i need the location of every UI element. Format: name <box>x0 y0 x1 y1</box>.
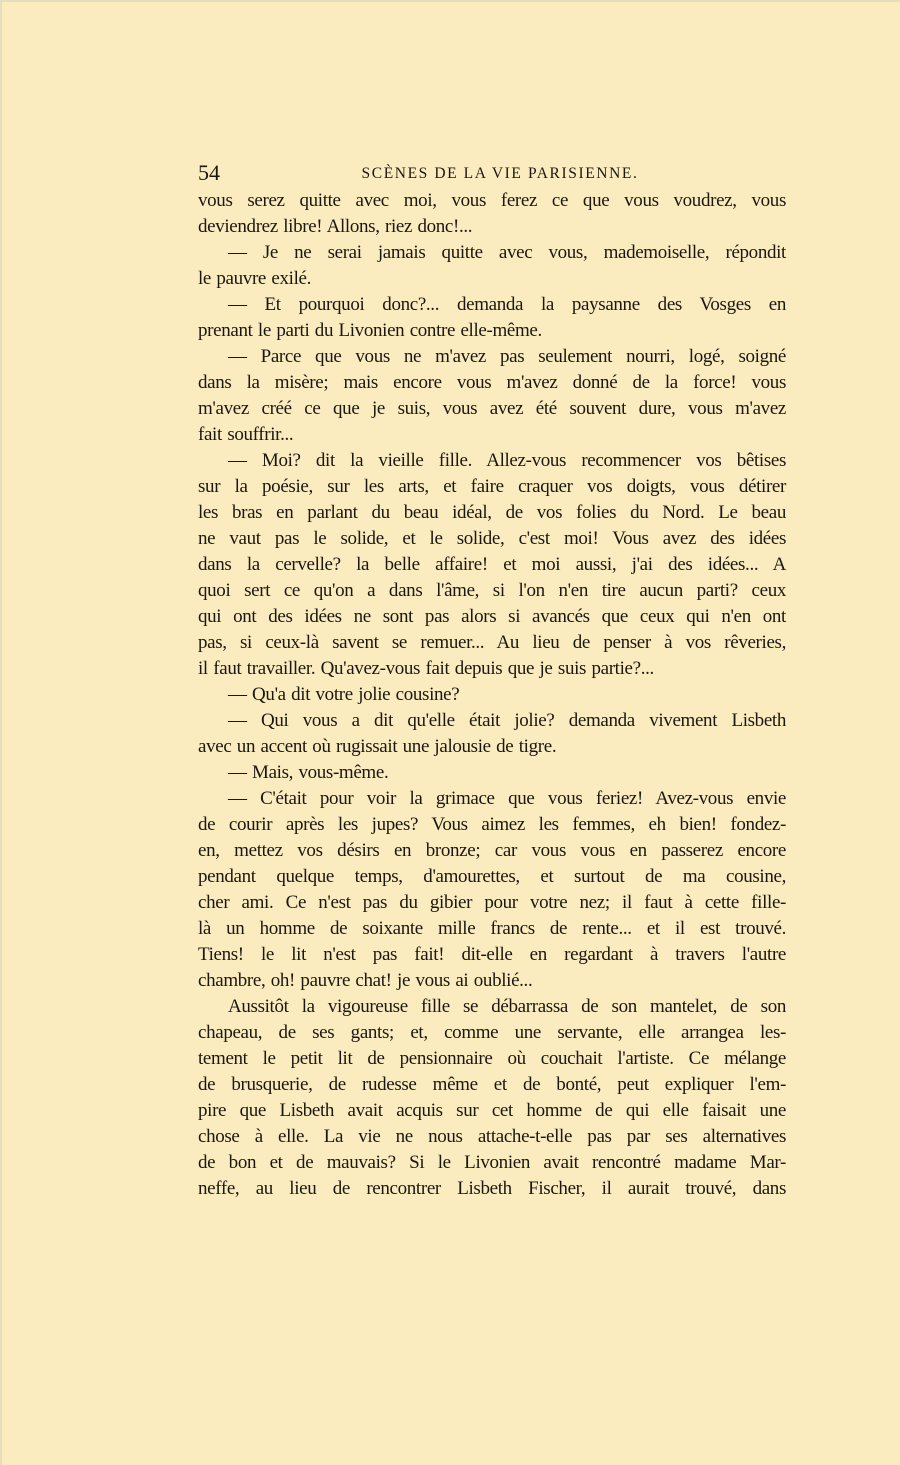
text-line: — Moi? dit la vieille fille. Allez-vous recommencer vos bêtises <box>228 450 786 471</box>
text-line: chambre, oh! pauvre chat! je vous ai oublié... <box>198 970 533 991</box>
text-line: de brusquerie, de rudesse même et de bonté, peut expliquer l'em- <box>198 1074 786 1095</box>
page-number: 54 <box>198 160 220 185</box>
text-line: de courir après les jupes? Vous aimez les femmes, eh bien! fondez- <box>198 814 786 835</box>
text-line: chose à elle. La vie ne nous attache-t-elle pas par ses alternatives <box>198 1126 786 1147</box>
text-line: quoi sert ce qu'on a dans l'âme, si l'on n'en tire aucun parti? ceux <box>198 580 786 601</box>
text-line: prenant le parti du Livonien contre elle-même. <box>198 320 542 341</box>
text-line: deviendrez libre! Allons, riez donc!... <box>198 216 473 237</box>
text-line: chapeau, de ses gants; et, comme une servante, elle arrangea les- <box>198 1022 786 1043</box>
text-line: tement le petit lit de pensionnaire où couchait l'artiste. Ce mélange <box>198 1048 786 1069</box>
text-line: Aussitôt la vigoureuse fille se débarrassa de son mantelet, de son <box>228 996 786 1017</box>
text-line: m'avez créé ce que je suis, vous avez été souvent dure, vous m'avez <box>198 398 786 419</box>
text-line: qui ont des idées ne sont pas alors si avancés que ceux qui n'en ont <box>198 606 786 627</box>
running-title: SCÈNES DE LA VIE PARISIENNE. <box>361 165 639 182</box>
text-line: — Je ne serai jamais quitte avec vous, mademoiselle, répondit <box>228 242 786 263</box>
text-line: vous serez quitte avec moi, vous ferez ce que vous voudrez, vous <box>198 190 786 211</box>
text-line: — Mais, vous-même. <box>228 762 389 783</box>
text-line: en, mettez vos désirs en bronze; car vous vous en passerez encore <box>198 840 786 861</box>
running-head <box>198 160 786 186</box>
text-line: — Qui vous a dit qu'elle était jolie? demanda vivement Lisbeth <box>228 710 786 731</box>
text-line: — Et pourquoi donc?... demanda la paysanne des Vosges en <box>228 294 786 315</box>
text-line: ne vaut pas le solide, et le solide, c'est moi! Vous avez des idées <box>198 528 786 549</box>
text-line: — C'était pour voir la grimace que vous feriez! Avez-vous envie <box>228 788 786 809</box>
text-line: — Qu'a dit votre jolie cousine? <box>228 684 460 705</box>
text-line: les bras en parlant du beau idéal, de vos folies du Nord. Le beau <box>198 502 786 523</box>
text-line: pire que Lisbeth avait acquis sur cet homme de qui elle faisait une <box>198 1100 786 1121</box>
text-line: avec un accent où rugissait une jalousie de tigre. <box>198 736 557 757</box>
text-line: sur la poésie, sur les arts, et faire craquer vos doigts, vous détirer <box>198 476 786 497</box>
text-line: pas, si ceux-là savent se remuer... Au lieu de penser à vos rêveries, <box>198 632 786 653</box>
text-line: cher ami. Ce n'est pas du gibier pour votre nez; il faut à cette fille- <box>198 892 786 913</box>
body-text <box>198 188 786 1202</box>
text-line: neffe, au lieu de rencontrer Lisbeth Fischer, il aurait trouvé, dans <box>198 1178 786 1199</box>
text-line: — Parce que vous ne m'avez pas seulement nourri, logé, soigné <box>228 346 786 367</box>
text-line: il faut travailler. Qu'avez-vous fait depuis que je suis partie?... <box>198 658 654 679</box>
text-line: là un homme de soixante mille francs de rente... et il est trouvé. <box>198 918 786 939</box>
text-line: le pauvre exilé. <box>198 268 311 289</box>
text-line: fait souffrir... <box>198 424 294 445</box>
text-line: Tiens! le lit n'est pas fait! dit-elle en regardant à travers l'autre <box>198 944 786 965</box>
text-line: dans la misère; mais encore vous m'avez donné de la force! vous <box>198 372 786 393</box>
text-line: dans la cervelle? la belle affaire! et moi aussi, j'ai des idées... A <box>198 554 786 575</box>
text-line: de bon et de mauvais? Si le Livonien avait rencontré madame Mar- <box>198 1152 786 1173</box>
text-line: pendant quelque temps, d'amourettes, et surtout de ma cousine, <box>198 866 786 887</box>
